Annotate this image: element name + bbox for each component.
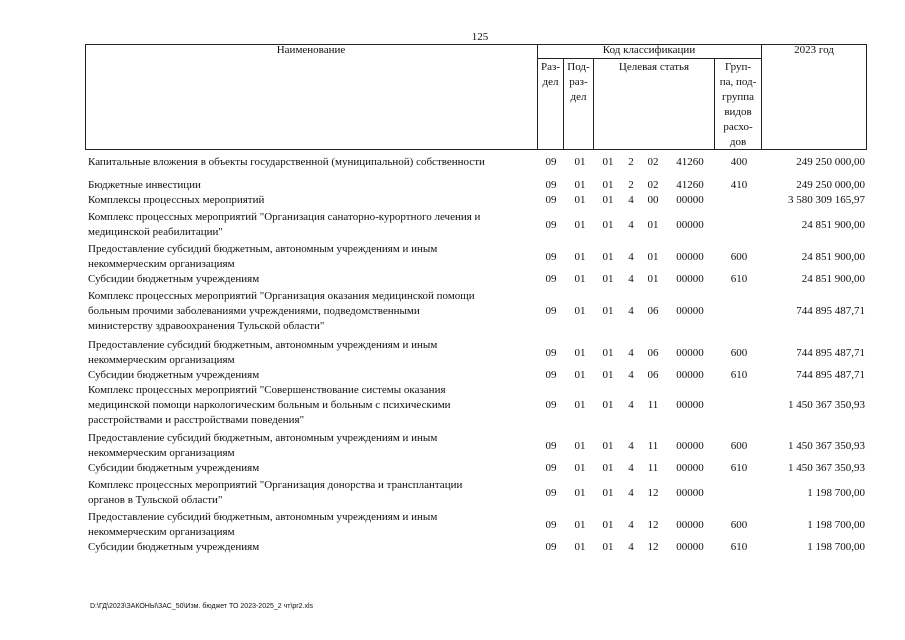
row-name-line: медицинской помощи наркологическим больным и больным с психическими — [88, 399, 451, 411]
header-podrazdel — [564, 60, 593, 105]
header-razdel-line: Раз- — [540, 61, 560, 73]
page-number: 125 — [471, 31, 489, 43]
row-name-line: министерству здравоохранения Тульской области" — [88, 320, 325, 332]
row-code-r: 09 — [545, 440, 557, 452]
table-row — [88, 272, 878, 287]
row-name — [88, 272, 538, 287]
row-code-t2: 4 — [628, 347, 634, 359]
header-group — [715, 60, 761, 150]
row-name — [88, 383, 538, 428]
row-code-t3: 11 — [647, 399, 659, 411]
row-code-t4: 00000 — [676, 541, 704, 553]
row-code-t3: 11 — [647, 462, 659, 474]
row-code-r: 09 — [545, 399, 557, 411]
row-code-t2: 4 — [628, 251, 634, 263]
row-code-t1: 01 — [602, 273, 614, 285]
row-amount: 249 250 000,00 — [796, 179, 865, 191]
row-name — [88, 338, 538, 368]
row-code-vr: 610 — [730, 273, 748, 285]
row-name-line: Комплекс процессных мероприятий "Организация оказания медицинской помощи — [88, 290, 475, 302]
row-name-line: Субсидии бюджетным учреждениям — [88, 369, 260, 381]
row-name-line: больным прочими заболеваниями учреждениями, подведомственными — [88, 305, 420, 317]
row-name — [88, 242, 538, 272]
row-code-t3: 06 — [647, 305, 659, 317]
row-name-line: Субсидии бюджетным учреждениям — [88, 541, 260, 553]
header-group-line: дов — [729, 136, 747, 148]
row-code-pr: 01 — [574, 251, 586, 263]
row-code-vr: 600 — [730, 251, 748, 263]
row-code-pr: 01 — [574, 194, 586, 206]
row-name — [88, 540, 538, 555]
row-amount: 3 580 309 165,97 — [788, 194, 865, 206]
row-code-t3: 01 — [647, 273, 659, 285]
row-code-t1: 01 — [602, 462, 614, 474]
row-name — [88, 478, 538, 508]
row-name-line: Комплекс процессных мероприятий "Организация санаторно-курортного лечения и — [88, 211, 481, 223]
table-row — [88, 289, 878, 334]
row-code-t4: 00000 — [676, 347, 704, 359]
table-row — [88, 540, 878, 555]
row-code-t4: 00000 — [676, 462, 704, 474]
row-name — [88, 431, 538, 461]
row-name — [88, 461, 538, 476]
row-amount: 24 851 900,00 — [801, 219, 865, 231]
row-code-t4: 41260 — [676, 179, 704, 191]
row-code-vr: 600 — [730, 440, 748, 452]
row-name-line: Предоставление субсидий бюджетным, автономным учреждениям и иным — [88, 511, 438, 523]
row-name-line: Предоставление субсидий бюджетным, автономным учреждениям и иным — [88, 432, 438, 444]
row-code-t2: 4 — [628, 273, 634, 285]
table-row — [88, 368, 878, 383]
row-code-t4: 00000 — [676, 369, 704, 381]
row-code-vr: 400 — [730, 156, 748, 168]
row-amount: 1 450 367 350,93 — [788, 399, 865, 411]
row-code-pr: 01 — [574, 219, 586, 231]
table-row — [88, 478, 878, 508]
row-code-t1: 01 — [602, 440, 614, 452]
row-code-pr: 01 — [574, 440, 586, 452]
row-code-r: 09 — [545, 487, 557, 499]
row-code-pr: 01 — [574, 347, 586, 359]
row-code-vr: 610 — [730, 369, 748, 381]
header-podrazdel-line: дел — [570, 91, 587, 103]
row-amount: 1 450 367 350,93 — [788, 440, 865, 452]
row-code-t3: 11 — [647, 440, 659, 452]
row-name-line: органов в Тульской области" — [88, 494, 223, 506]
row-amount: 24 851 900,00 — [801, 251, 865, 263]
row-code-pr: 01 — [574, 305, 586, 317]
row-name-line: Бюджетные инвестиции — [88, 179, 201, 191]
row-code-r: 09 — [545, 347, 557, 359]
row-code-t1: 01 — [602, 519, 614, 531]
row-code-r: 09 — [545, 251, 557, 263]
row-name-line: Предоставление субсидий бюджетным, автономным учреждениям и иным — [88, 339, 438, 351]
row-code-t4: 00000 — [676, 305, 704, 317]
row-amount: 744 895 487,71 — [796, 347, 865, 359]
row-code-t1: 01 — [602, 194, 614, 206]
row-amount: 249 250 000,00 — [796, 156, 865, 168]
row-code-pr: 01 — [574, 462, 586, 474]
row-code-t2: 4 — [628, 519, 634, 531]
table-row — [88, 338, 878, 368]
row-name-line: Комплексы процессных мероприятий — [88, 194, 265, 206]
row-code-t4: 00000 — [676, 487, 704, 499]
row-code-pr: 01 — [574, 519, 586, 531]
row-code-t3: 00 — [647, 194, 659, 206]
row-code-pr: 01 — [574, 273, 586, 285]
row-code-t2: 4 — [628, 440, 634, 452]
row-code-t1: 01 — [602, 251, 614, 263]
row-code-r: 09 — [545, 462, 557, 474]
row-name-line: некоммерческим организациям — [88, 354, 235, 366]
row-name — [88, 210, 538, 240]
row-code-t3: 12 — [647, 487, 659, 499]
row-code-t2: 4 — [628, 305, 634, 317]
header-name: Наименование — [276, 44, 346, 56]
header-razdel-line: дел — [542, 76, 559, 88]
row-name-line: Субсидии бюджетным учреждениям — [88, 462, 260, 474]
row-code-t1: 01 — [602, 156, 614, 168]
row-code-pr: 01 — [574, 399, 586, 411]
table-row — [88, 210, 878, 240]
row-code-t2: 4 — [628, 219, 634, 231]
row-code-t3: 01 — [647, 251, 659, 263]
row-code-r: 09 — [545, 541, 557, 553]
row-code-vr: 610 — [730, 462, 748, 474]
row-code-t4: 00000 — [676, 440, 704, 452]
row-code-t4: 00000 — [676, 519, 704, 531]
row-name — [88, 178, 538, 193]
row-code-t1: 01 — [602, 305, 614, 317]
row-code-t3: 12 — [647, 519, 659, 531]
row-code-vr: 600 — [730, 347, 748, 359]
file-path-footer: D:\ГД\2023\ЗАКОНЫ\ЗАС_50\Изм. бюджет ТО 2023-2025_2 чт\pr2.xls — [90, 603, 314, 610]
row-code-vr: 600 — [730, 519, 748, 531]
row-name-line: некоммерческим организациям — [88, 447, 235, 459]
row-code-r: 09 — [545, 179, 557, 191]
row-code-t3: 01 — [647, 219, 659, 231]
row-code-r: 09 — [545, 273, 557, 285]
row-code-r: 09 — [545, 369, 557, 381]
row-code-vr: 610 — [730, 541, 748, 553]
row-code-r: 09 — [545, 156, 557, 168]
row-code-t3: 02 — [647, 179, 659, 191]
row-code-t2: 4 — [628, 462, 634, 474]
header-code: Код классификации — [602, 44, 696, 56]
table-header — [85, 44, 867, 151]
row-name-line: некоммерческим организациям — [88, 258, 235, 270]
row-code-t1: 01 — [602, 179, 614, 191]
table-row — [88, 461, 878, 476]
row-code-t2: 4 — [628, 399, 634, 411]
row-code-t3: 02 — [647, 156, 659, 168]
row-code-vr: 410 — [730, 179, 748, 191]
row-name-line: расстройствами и расстройствами поведения" — [88, 414, 305, 426]
row-code-t2: 4 — [628, 487, 634, 499]
row-amount: 1 198 700,00 — [807, 487, 865, 499]
row-code-t1: 01 — [602, 219, 614, 231]
row-code-t4: 00000 — [676, 219, 704, 231]
row-name-line: Субсидии бюджетным учреждениям — [88, 273, 260, 285]
row-code-pr: 01 — [574, 541, 586, 553]
header-podrazdel-line: Под- — [567, 61, 590, 73]
table-row — [88, 431, 878, 461]
row-code-t4: 41260 — [676, 156, 704, 168]
row-code-pr: 01 — [574, 156, 586, 168]
row-code-pr: 01 — [574, 487, 586, 499]
row-name-line: некоммерческим организациям — [88, 526, 235, 538]
header-group-line: расхо- — [723, 121, 753, 133]
row-name — [88, 289, 538, 334]
row-code-t4: 00000 — [676, 273, 704, 285]
row-amount: 1 198 700,00 — [807, 541, 865, 553]
table-row — [88, 383, 878, 428]
table-row — [88, 242, 878, 272]
table-row — [88, 193, 878, 208]
row-code-t2: 2 — [628, 156, 634, 168]
header-razdel — [538, 60, 563, 90]
header-year: 2023 год — [794, 44, 834, 56]
row-code-t1: 01 — [602, 347, 614, 359]
row-name — [88, 368, 538, 383]
table-row — [88, 510, 878, 540]
table-row — [88, 155, 878, 170]
row-code-t4: 00000 — [676, 399, 704, 411]
row-code-t1: 01 — [602, 369, 614, 381]
row-name — [88, 155, 538, 170]
row-name — [88, 193, 538, 208]
row-amount: 1 198 700,00 — [807, 519, 865, 531]
row-code-t2: 4 — [628, 541, 634, 553]
row-code-r: 09 — [545, 219, 557, 231]
row-code-r: 09 — [545, 519, 557, 531]
row-code-pr: 01 — [574, 369, 586, 381]
table-row — [88, 178, 878, 193]
row-code-t3: 06 — [647, 347, 659, 359]
row-code-t3: 12 — [647, 541, 659, 553]
row-code-t2: 4 — [628, 369, 634, 381]
row-name — [88, 510, 538, 540]
row-code-t3: 06 — [647, 369, 659, 381]
row-code-t4: 00000 — [676, 251, 704, 263]
row-code-t1: 01 — [602, 541, 614, 553]
row-code-r: 09 — [545, 305, 557, 317]
row-name-line: Капитальные вложения в объекты государственной (муниципальной) собственности — [88, 156, 485, 168]
row-name-line: медицинской реабилитации" — [88, 226, 223, 238]
header-group-line: группа — [721, 91, 755, 103]
header-podrazdel-line: раз- — [569, 76, 588, 88]
header-group-line: Груп- — [724, 61, 752, 73]
row-code-t4: 00000 — [676, 194, 704, 206]
row-name-line: Предоставление субсидий бюджетным, автономным учреждениям и иным — [88, 243, 438, 255]
row-code-t2: 2 — [628, 179, 634, 191]
row-amount: 744 895 487,71 — [796, 369, 865, 381]
row-name-line: Комплекс процессных мероприятий "Организация донорства и трансплантации — [88, 479, 463, 491]
row-code-t1: 01 — [602, 399, 614, 411]
row-code-pr: 01 — [574, 179, 586, 191]
row-amount: 1 450 367 350,93 — [788, 462, 865, 474]
row-code-t1: 01 — [602, 487, 614, 499]
header-group-line: па, под- — [719, 76, 757, 88]
header-group-line: видов — [724, 106, 752, 118]
row-name-line: Комплекс процессных мероприятий "Совершенствование системы оказания — [88, 384, 446, 396]
row-code-r: 09 — [545, 194, 557, 206]
row-amount: 744 895 487,71 — [796, 305, 865, 317]
row-code-t2: 4 — [628, 194, 634, 206]
header-target: Целевая статья — [618, 61, 690, 73]
row-amount: 24 851 900,00 — [801, 273, 865, 285]
